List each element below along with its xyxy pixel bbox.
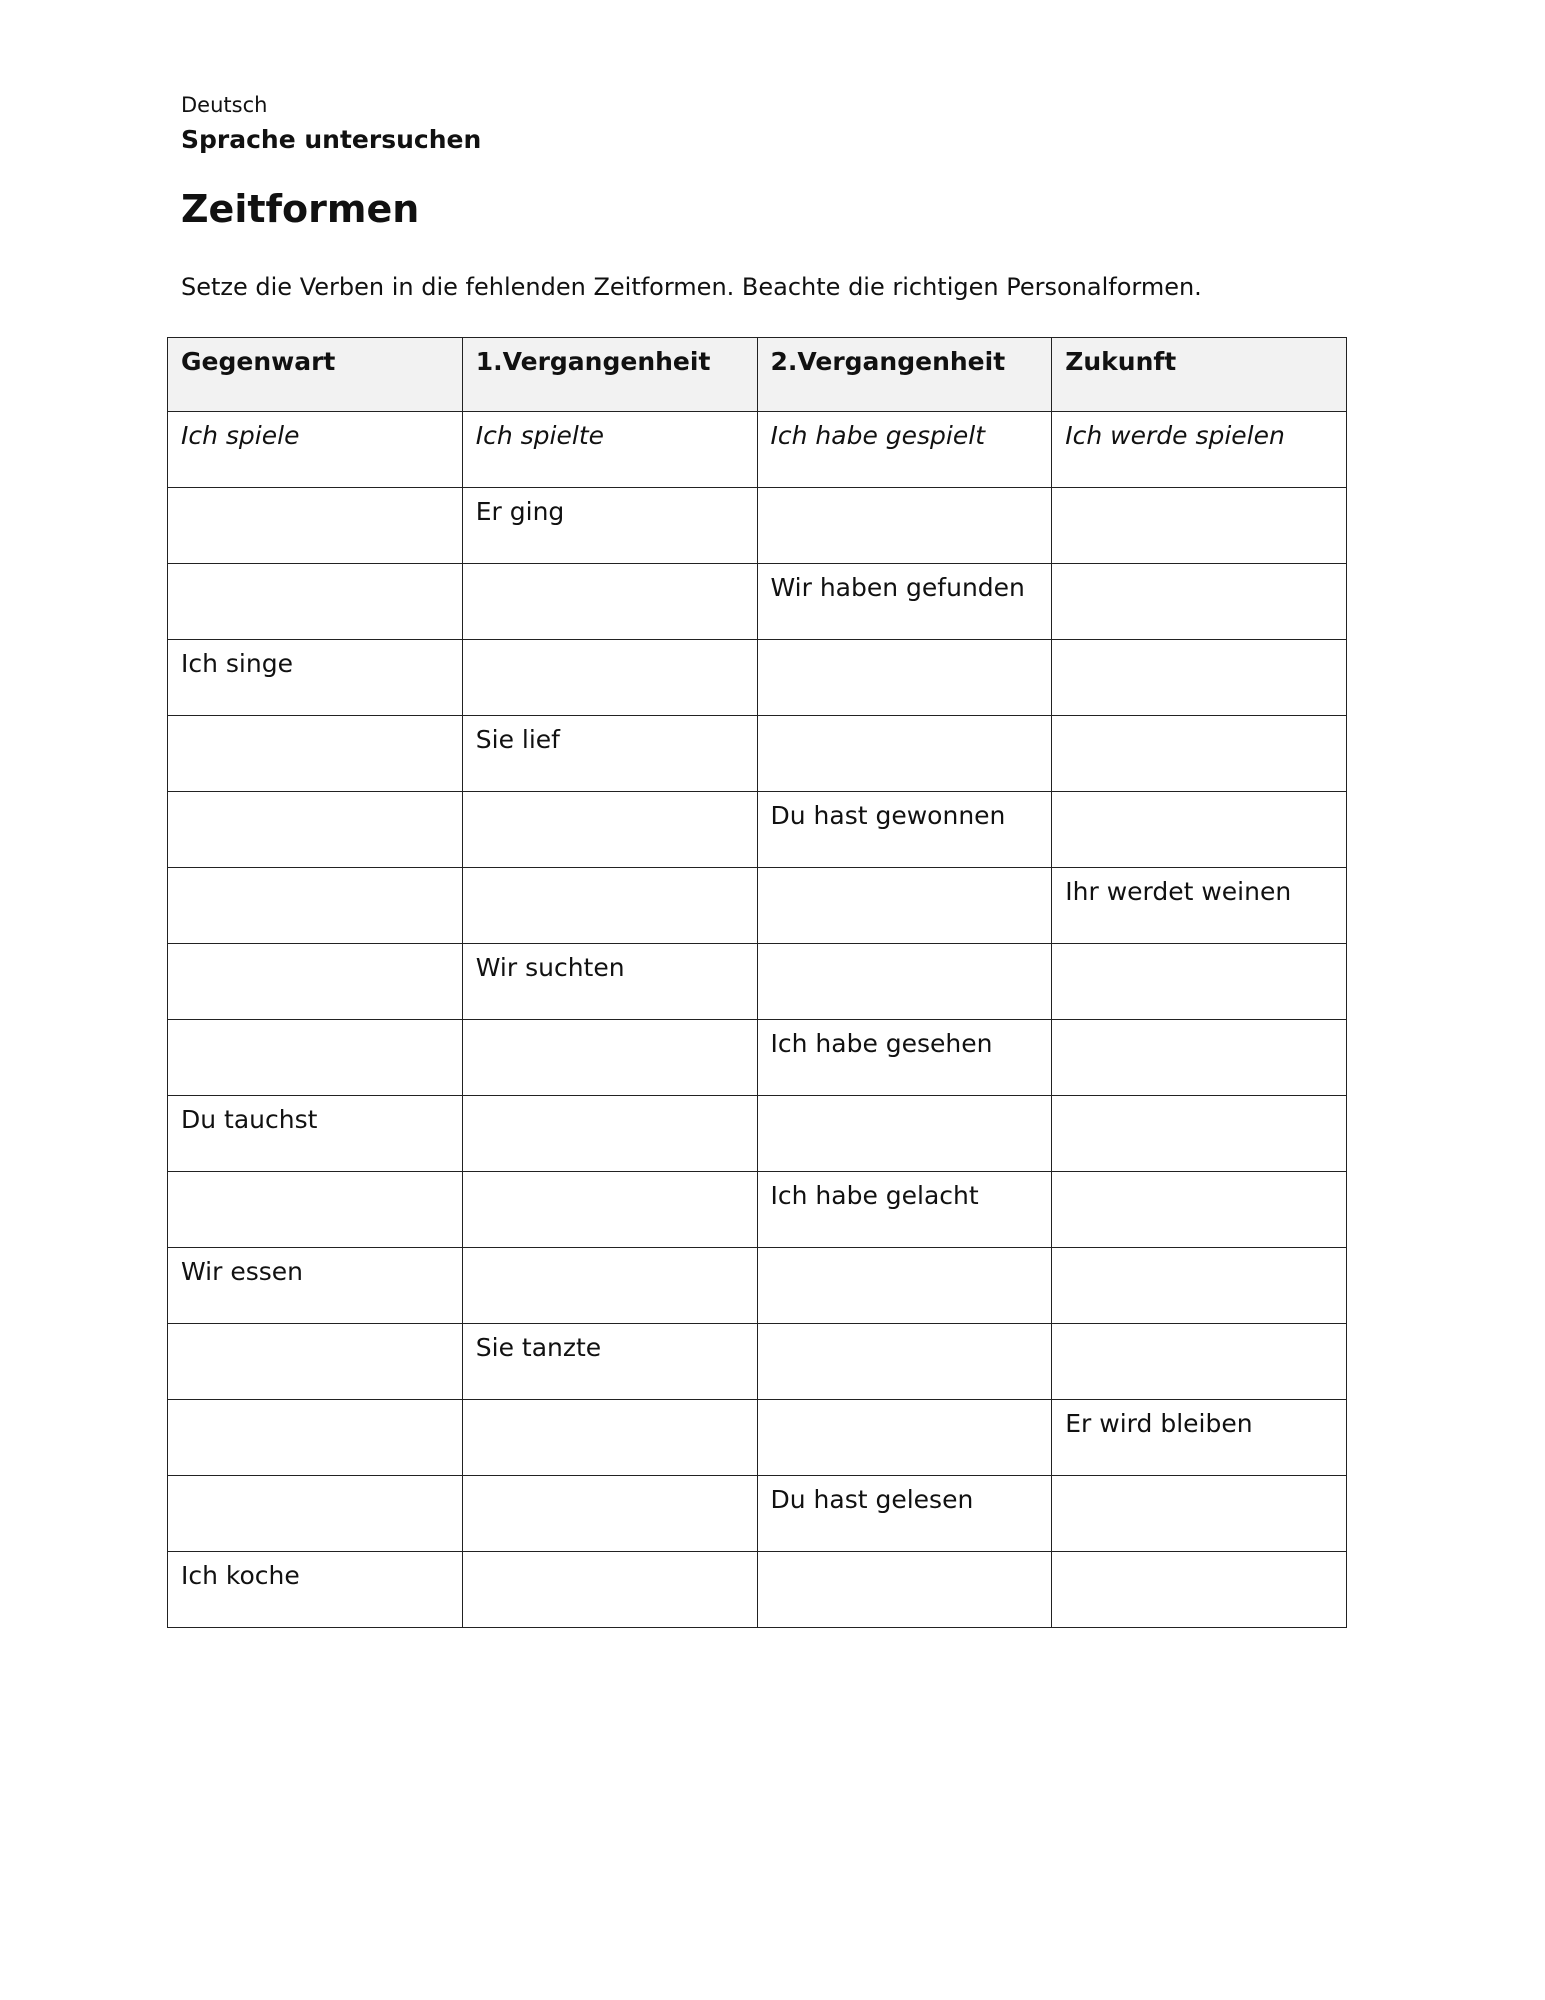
table-cell-2-vergangenheit (757, 1248, 1052, 1324)
table-cell-zukunft: Ihr werdet weinen (1052, 868, 1347, 944)
table-cell-1-vergangenheit: Sie lief (462, 716, 757, 792)
table-cell-zukunft (1052, 1096, 1347, 1172)
column-header-gegenwart: Gegenwart (168, 338, 463, 412)
table-cell-1-vergangenheit (462, 1476, 757, 1552)
table-row (168, 640, 1347, 716)
table-body (168, 412, 1347, 1628)
table-row (168, 1476, 1347, 1552)
page-title: Zeitformen (181, 187, 420, 231)
table-cell-gegenwart (168, 1020, 463, 1096)
table-cell-1-vergangenheit (462, 792, 757, 868)
table-cell-zukunft (1052, 1172, 1347, 1248)
table-cell-zukunft (1052, 944, 1347, 1020)
table-cell-2-vergangenheit: Ich habe gelacht (757, 1172, 1052, 1248)
table-cell-1-vergangenheit (462, 1096, 757, 1172)
table-cell-1-vergangenheit (462, 1248, 757, 1324)
table-row (168, 1172, 1347, 1248)
table-row (168, 792, 1347, 868)
table-row (168, 716, 1347, 792)
table-cell-2-vergangenheit (757, 1400, 1052, 1476)
column-header-2-vergangenheit: 2.Vergangenheit (757, 338, 1052, 412)
table-cell-gegenwart: Ich koche (168, 1552, 463, 1628)
table-cell-gegenwart: Ich singe (168, 640, 463, 716)
table-cell-2-vergangenheit (757, 640, 1052, 716)
table-cell-zukunft: Ich werde spielen (1052, 412, 1347, 488)
table-cell-zukunft (1052, 1552, 1347, 1628)
table-cell-gegenwart (168, 1400, 463, 1476)
table-row (168, 564, 1347, 640)
table-cell-gegenwart (168, 1172, 463, 1248)
tense-table (167, 337, 1347, 1628)
table-cell-gegenwart (168, 944, 463, 1020)
table-cell-1-vergangenheit (462, 1172, 757, 1248)
table-cell-zukunft (1052, 1324, 1347, 1400)
table-row (168, 1324, 1347, 1400)
table-cell-zukunft (1052, 640, 1347, 716)
table-cell-2-vergangenheit (757, 868, 1052, 944)
table-cell-gegenwart (168, 716, 463, 792)
table-row (168, 1248, 1347, 1324)
table-cell-2-vergangenheit: Wir haben gefunden (757, 564, 1052, 640)
table-cell-2-vergangenheit (757, 716, 1052, 792)
table-cell-1-vergangenheit: Er ging (462, 488, 757, 564)
table-cell-zukunft (1052, 1476, 1347, 1552)
table-row (168, 488, 1347, 564)
table-cell-2-vergangenheit: Ich habe gesehen (757, 1020, 1052, 1096)
table-cell-2-vergangenheit (757, 944, 1052, 1020)
table-row (168, 1552, 1347, 1628)
section-heading: Sprache untersuchen (181, 125, 482, 154)
table-cell-1-vergangenheit (462, 1552, 757, 1628)
table-cell-gegenwart (168, 488, 463, 564)
example-row (168, 412, 1347, 488)
subject-label: Deutsch (181, 93, 268, 117)
table-cell-gegenwart (168, 868, 463, 944)
table-header-row (168, 338, 1347, 412)
table-cell-gegenwart: Wir essen (168, 1248, 463, 1324)
table-row (168, 1020, 1347, 1096)
table-cell-1-vergangenheit (462, 1020, 757, 1096)
table-cell-2-vergangenheit (757, 488, 1052, 564)
table-cell-1-vergangenheit (462, 1400, 757, 1476)
table-cell-2-vergangenheit (757, 1096, 1052, 1172)
table-cell-1-vergangenheit (462, 868, 757, 944)
table-cell-2-vergangenheit (757, 1324, 1052, 1400)
table-cell-gegenwart (168, 1476, 463, 1552)
table-cell-zukunft (1052, 1020, 1347, 1096)
table-cell-gegenwart: Ich spiele (168, 412, 463, 488)
instruction-text: Setze die Verben in die fehlenden Zeitformen. Beachte die richtigen Personalformen. (181, 273, 1202, 301)
table-cell-gegenwart (168, 1324, 463, 1400)
table-cell-gegenwart: Du tauchst (168, 1096, 463, 1172)
table-row (168, 1400, 1347, 1476)
column-header-zukunft: Zukunft (1052, 338, 1347, 412)
table-cell-zukunft (1052, 716, 1347, 792)
table-cell-zukunft (1052, 488, 1347, 564)
table-row (168, 1096, 1347, 1172)
table-cell-zukunft (1052, 564, 1347, 640)
column-header-1-vergangenheit: 1.Vergangenheit (462, 338, 757, 412)
table-cell-zukunft (1052, 1248, 1347, 1324)
table-cell-2-vergangenheit: Du hast gelesen (757, 1476, 1052, 1552)
table-cell-zukunft: Er wird bleiben (1052, 1400, 1347, 1476)
table-cell-1-vergangenheit: Ich spielte (462, 412, 757, 488)
table-cell-1-vergangenheit (462, 564, 757, 640)
table-cell-zukunft (1052, 792, 1347, 868)
table-cell-1-vergangenheit: Wir suchten (462, 944, 757, 1020)
table-cell-gegenwart (168, 792, 463, 868)
table-row (168, 944, 1347, 1020)
table-cell-1-vergangenheit (462, 640, 757, 716)
table-cell-2-vergangenheit: Du hast gewonnen (757, 792, 1052, 868)
table-cell-2-vergangenheit (757, 1552, 1052, 1628)
table-cell-1-vergangenheit: Sie tanzte (462, 1324, 757, 1400)
table-row (168, 868, 1347, 944)
table-cell-2-vergangenheit: Ich habe gespielt (757, 412, 1052, 488)
table-cell-gegenwart (168, 564, 463, 640)
